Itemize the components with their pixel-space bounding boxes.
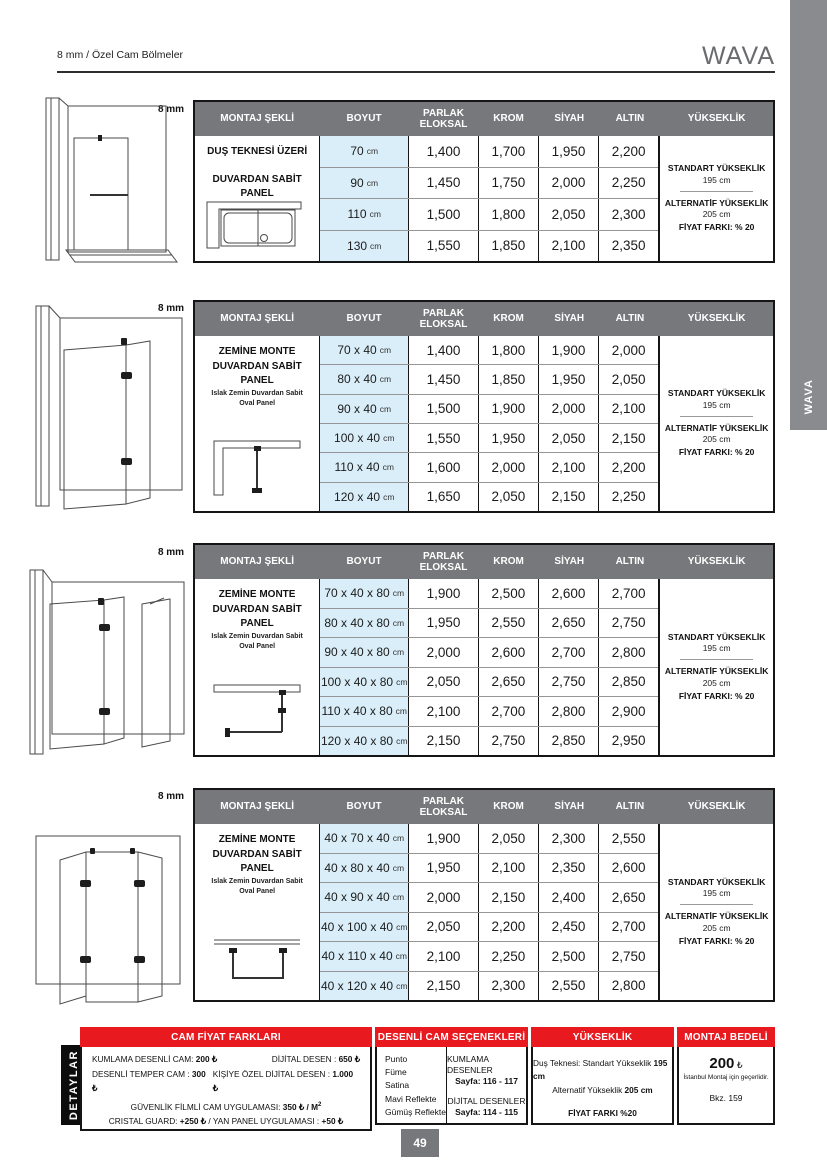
column-header: KROM [493,556,524,568]
table-rows [319,579,660,755]
diagram-plan-shower-tray [195,192,319,254]
size-cell: 100 x 40 x 80 cm [320,668,409,697]
price-cell: 2,000 [598,336,658,364]
price-cell: 2,750 [538,668,598,697]
table-rows [319,136,660,261]
price-cell: 2,950 [598,727,658,756]
price-cell: 2,700 [478,697,538,726]
price-cell: 2,150 [538,483,598,511]
pattern-option: Punto [385,1054,408,1064]
header-rule [57,71,775,73]
fiyat-farki-label: FİYAT FARKI: % 20 [678,447,755,458]
price-cell: 2,650 [598,883,658,912]
price-cell: 2,050 [478,483,538,511]
table-row [320,579,658,609]
montaj-subtitle: Islak Zemin Duvardan Sabit [211,389,303,397]
price-cell: 2,250 [598,168,658,199]
price-line: GÜVENLİK FİLMLİ CAM UYGULAMASI: 350 ₺ / $M^2$ [130,1101,322,1112]
size-cell: 40 x 100 x 40 cm [320,913,409,942]
price-cell: 2,700 [598,579,658,608]
column-header: SİYAH [554,313,585,325]
breadcrumb: 8 mm / Özel Cam Bölmeler [57,49,184,61]
thickness-label: 8 mm [157,104,185,115]
price-table-dus-teknesi-uzeri [193,100,775,263]
price-cell: 2,150 [426,733,461,749]
size-cell: 110 x 40 cm [320,453,409,481]
size-cell: 110 x 40 x 80 cm [320,697,409,726]
column-header: YÜKSEKLİK [687,801,746,813]
price-cell: 2,850 [598,668,658,697]
price-cell: 2,900 [598,697,658,726]
pattern-option: Satina [385,1080,410,1091]
thickness-label: 8 mm [157,791,185,802]
table-row [320,168,658,200]
price-cell: 2,550 [478,609,538,638]
price-cell: 1,600 [426,459,461,475]
price-cell: 1,900 [478,395,538,423]
side-tab-label: WAVA [802,378,815,414]
divider [680,191,753,192]
box-title: YÜKSEKLİK [531,1027,674,1047]
kumlama-desenler-pages: Sayfa: 116 - 117 [455,1076,518,1087]
column-header: BOYUT [346,113,382,125]
price-cell: 2,600 [538,579,598,608]
column-header: PARLAK ELOKSAL [419,307,468,330]
table-rows [319,336,660,511]
montaj-subtitle: Oval Panel [239,400,276,407]
montaj-subtitle: Islak Zemin Duvardan Sabit [211,877,303,885]
dijital-desenler-label: DİJİTAL DESENLER [447,1096,526,1107]
price-cell: 1,800 [478,199,538,230]
montaj-title: ZEMİNE MONTE [218,834,296,845]
price-cell: 2,650 [478,668,538,697]
price-cell: 1,650 [426,489,461,505]
price-cell: 2,450 [538,913,598,942]
column-header: MONTAJ ŞEKLİ [220,113,294,125]
column-header: KROM [493,801,524,813]
size-cell: 120 x 40 cm [320,483,409,511]
fiyat-farki-label: FİYAT FARKI: % 20 [678,690,755,701]
price-cell: 1,550 [426,238,461,254]
price-cell: 2,050 [426,919,461,935]
standart-yukseklik-label: STANDART YÜKSEKLİK [667,388,766,399]
pattern-option: Mavi Reflekte [385,1093,437,1104]
standart-yukseklik-label: STANDART YÜKSEKLİK [667,631,766,642]
price-cell: 2,850 [538,727,598,756]
table-row [320,824,658,854]
column-header: SİYAH [554,556,585,568]
divider [680,659,753,660]
montaj-cell [195,136,319,261]
price-cell: 1,450 [426,371,461,387]
montaj-cell [195,824,319,1000]
montaj-bedeli-box [677,1027,775,1125]
column-header: YÜKSEKLİK [687,313,746,325]
diagram-plan-l-panel [195,679,319,745]
yukseklik-box [531,1027,674,1125]
price-cell: 1,950 [426,615,461,631]
price-cell: 1,400 [426,342,461,358]
table-row [320,913,658,943]
price-cell: 1,950 [538,136,598,167]
price-cell: 2,700 [598,913,658,942]
price-cell: 1,500 [426,206,461,222]
size-cell: 100 x 40 cm [320,424,409,452]
table-row [320,336,658,365]
box-body [375,1047,528,1125]
table-row [320,697,658,727]
size-cell: 80 x 40 x 80 cm [320,609,409,638]
column-header: MONTAJ ŞEKLİ [220,801,294,813]
kumlama-desenler-label: KUMLAMA DESENLER [447,1054,493,1076]
montaj-subtitle: Oval Panel [239,643,276,650]
price-cell: 2,000 [478,453,538,481]
divider [680,904,753,905]
column-header: YÜKSEKLİK [687,556,746,568]
table-row [320,136,658,168]
column-header: BOYUT [346,313,382,325]
alternatif-yukseklik-label: ALTERNATİF YÜKSEKLİK [664,197,769,208]
standart-yukseklik-label: STANDART YÜKSEKLİK [667,876,766,887]
table-row [320,638,658,668]
montaj-title: DUVARDAN SABİT PANEL [212,360,302,386]
column-header: KROM [493,113,524,125]
price-cell: 2,300 [538,824,598,853]
price-cell: 2,350 [598,231,658,262]
size-cell: 40 x 110 x 40 cm [320,942,409,971]
price-cell: 1,500 [426,401,461,417]
price-cell: 1,550 [426,430,461,446]
montaj-title: DUVARDAN SABİT PANEL [212,603,302,629]
price-cell: 2,200 [598,453,658,481]
column-header: MONTAJ ŞEKLİ [220,313,294,325]
montaj-cell [195,579,319,755]
thickness-label: 8 mm [157,303,185,314]
price-cell: 1,850 [478,365,538,393]
table-row [320,942,658,972]
yukseklik-line: Duş Teknesi: Standart Yükseklik 195 cm [533,1058,668,1082]
price-cell: 1,950 [426,860,461,876]
montaj-title: DUVARDAN SABİT PANEL [212,848,302,874]
table-header [195,102,773,136]
table-row [320,972,658,1001]
column-header: MONTAJ ŞEKLİ [220,556,294,568]
alternatif-yukseklik-value: 205 cm [702,677,731,688]
column-header: PARLAK ELOKSAL [419,795,468,818]
price-cell: 2,350 [538,854,598,883]
diagram-panel-with-return [26,298,194,516]
price-cell: 2,700 [538,638,598,667]
price-table-zemine-monte-2d [193,300,775,513]
standart-yukseklik-value: 195 cm [702,888,731,899]
price-cell: 2,600 [478,638,538,667]
price-cell: 1,950 [538,365,598,393]
price-cell: 2,750 [598,942,658,971]
table-row [320,883,658,913]
size-cell: 70 x 40 x 80 cm [320,579,409,608]
yukseklik-cell [660,824,773,1000]
box-title: DESENLİ CAM SEÇENEKLERİ [375,1027,528,1047]
yukseklik-cell [660,579,773,755]
price-cell: 1,900 [426,585,461,601]
table-row [320,609,658,639]
column-header: SİYAH [554,801,585,813]
price-cell: 2,750 [598,609,658,638]
price-cell: 2,000 [426,889,461,905]
montaj-title: DUŞ TEKNESİ ÜZERİ [207,146,308,157]
price-cell: 2,100 [426,948,461,964]
detaylar-label: DETAYLAR [67,1049,80,1121]
box-title: CAM FİYAT FARKLARI [80,1027,372,1047]
column-header: ALTIN [615,556,645,568]
size-cell: 80 x 40 cm [320,365,409,393]
fiyat-farki-label: FİYAT FARKI: % 20 [678,935,755,946]
price-cell: 2,300 [478,972,538,1001]
price-cell: 2,050 [538,199,598,230]
price-cell: 2,600 [598,854,658,883]
fiyat-farki-line: FİYAT FARKI %20 [568,1107,637,1118]
price-cell: 2,050 [426,674,461,690]
size-cell: 90 x 40 cm [320,395,409,423]
price-cell: 2,250 [598,483,658,511]
diagram-u-enclosure [30,798,190,1010]
pattern-options-list [377,1047,447,1123]
table-header [195,790,773,824]
diagram-panel-with-door [22,542,192,762]
pattern-option: Gümüş Reflekte [385,1106,446,1117]
price-cell: 2,800 [598,638,658,667]
price-cell: 2,100 [598,395,658,423]
price-cell: 2,800 [538,697,598,726]
column-header: SİYAH [554,113,585,125]
yukseklik-cell [660,136,773,261]
size-cell: 110 cm [320,199,409,230]
divider [680,416,753,417]
montaj-price: 200 ₺ [709,1055,743,1072]
standart-yukseklik-value: 195 cm [702,174,731,185]
table-row [320,365,658,394]
alternatif-yukseklik-value: 205 cm [702,434,731,445]
size-cell: 90 cm [320,168,409,199]
montaj-reference: Bkz. 159 [709,1093,743,1103]
alternatif-yukseklik-value: 205 cm [702,922,731,933]
size-cell: 90 x 40 x 80 cm [320,638,409,667]
table-rows [319,824,660,1000]
price-cell: 2,050 [598,365,658,393]
table-row [320,424,658,453]
alternatif-yukseklik-label: ALTERNATİF YÜKSEKLİK [664,666,769,677]
price-cell: 2,300 [598,199,658,230]
price-cell: 1,450 [426,175,461,191]
alternatif-yukseklik-label: ALTERNATİF YÜKSEKLİK [664,911,769,922]
montaj-title: ZEMİNE MONTE [218,346,296,357]
price-line: DESENLİ TEMPER CAM : 300 ₺ KİŞİYE ÖZEL DİJİTAL DESEN : 1.000 ₺ [92,1068,354,1094]
yukseklik-line: Alternatif Yükseklik 205 cm [552,1084,653,1095]
price-cell: 1,400 [426,143,461,159]
price-cell: 2,150 [598,424,658,452]
montaj-subtitle: Oval Panel [239,888,276,895]
box-body [677,1047,775,1125]
price-cell: 2,000 [538,395,598,423]
table-header [195,302,773,336]
price-cell: 2,550 [538,972,598,1001]
price-cell: 2,500 [478,579,538,608]
box-title: MONTAJ BEDELİ [677,1027,775,1047]
montaj-cell [195,336,319,511]
price-line: KUMLAMA DESENLİ CAM: 200 ₺ DİJİTAL DESEN : 650 ₺ [92,1054,360,1064]
pattern-option: Füme [385,1067,407,1078]
table-row [320,395,658,424]
size-cell: 40 x 80 x 40 cm [320,854,409,883]
size-cell: 130 cm [320,231,409,262]
price-cell: 2,050 [478,824,538,853]
thickness-label: 8 mm [157,547,185,558]
desenli-cam-box [375,1027,528,1125]
table-row [320,727,658,756]
standart-yukseklik-value: 195 cm [702,643,731,654]
column-header: YÜKSEKLİK [687,113,746,125]
table-row [320,199,658,231]
montaj-subtitle: Islak Zemin Duvardan Sabit [211,632,303,640]
size-cell: 40 x 90 x 40 cm [320,883,409,912]
table-row [320,453,658,482]
alternatif-yukseklik-label: ALTERNATİF YÜKSEKLİK [664,422,769,433]
size-cell: 70 cm [320,136,409,167]
price-cell: 2,650 [538,609,598,638]
diagram-plan-u-panel [195,932,319,988]
price-cell: 1,950 [478,424,538,452]
price-cell: 2,000 [426,644,461,660]
price-cell: 2,000 [538,168,598,199]
price-table-zemine-monte-3d [193,543,775,757]
column-header: PARLAK ELOKSAL [419,107,468,130]
montaj-title: DUVARDAN SABİT PANEL [212,173,302,199]
price-cell: 2,100 [478,854,538,883]
price-cell: 1,900 [426,830,461,846]
column-header: PARLAK ELOKSAL [419,550,468,573]
size-cell: 70 x 40 cm [320,336,409,364]
table-row [320,231,658,262]
diagram-fixed-panel-on-tray [32,92,184,270]
price-cell: 2,250 [478,942,538,971]
yukseklik-cell [660,336,773,511]
montaj-note: İstanbul Montaj için geçerlidir. [683,1074,769,1081]
dijital-desenler-pages: Sayfa: 114 - 115 [455,1107,518,1118]
fiyat-farki-label: FİYAT FARKI: % 20 [678,222,755,233]
price-cell: 2,100 [538,453,598,481]
price-cell: 2,550 [598,824,658,853]
price-cell: 1,750 [478,168,538,199]
box-body [531,1047,674,1125]
diagram-plan-fixed-panel [195,435,319,501]
cam-fiyat-farklari-box [80,1027,372,1125]
column-header: BOYUT [346,801,382,813]
price-cell: 2,200 [478,913,538,942]
table-row [320,854,658,884]
column-header: ALTIN [615,113,645,125]
alternatif-yukseklik-value: 205 cm [702,209,731,220]
price-cell: 2,200 [598,136,658,167]
price-table-zemine-monte-u [193,788,775,1002]
brand-logo: WAVA [702,42,775,70]
price-cell: 2,050 [538,424,598,452]
price-cell: 2,750 [478,727,538,756]
column-header: BOYUT [346,556,382,568]
price-cell: 2,150 [426,978,461,994]
price-cell: 2,150 [478,883,538,912]
size-cell: 120 x 40 x 80 cm [320,727,409,756]
price-line: CRISTAL GUARD: +250 ₺ / YAN PANEL UYGULAMASI : +50 ₺ [108,1116,344,1127]
price-cell: 2,500 [538,942,598,971]
standart-yukseklik-label: STANDART YÜKSEKLİK [667,163,766,174]
table-row [320,483,658,511]
table-row [320,668,658,698]
column-header: KROM [493,313,524,325]
price-cell: 1,900 [538,336,598,364]
column-header: ALTIN [615,801,645,813]
pattern-pages [447,1047,526,1123]
price-cell: 2,800 [598,972,658,1001]
price-cell: 1,700 [478,136,538,167]
price-cell: 1,800 [478,336,538,364]
price-cell: 2,100 [426,703,461,719]
price-cell: 2,400 [538,883,598,912]
table-header [195,545,773,579]
standart-yukseklik-value: 195 cm [702,399,731,410]
size-cell: 40 x 70 x 40 cm [320,824,409,853]
column-header: ALTIN [615,313,645,325]
side-tab-wava [790,0,827,430]
page-number: 49 [401,1129,439,1157]
montaj-title: ZEMİNE MONTE [218,589,296,600]
box-body [80,1047,372,1131]
price-cell: 1,850 [478,231,538,262]
size-cell: 40 x 120 x 40 cm [320,972,409,1001]
price-cell: 2,100 [538,231,598,262]
